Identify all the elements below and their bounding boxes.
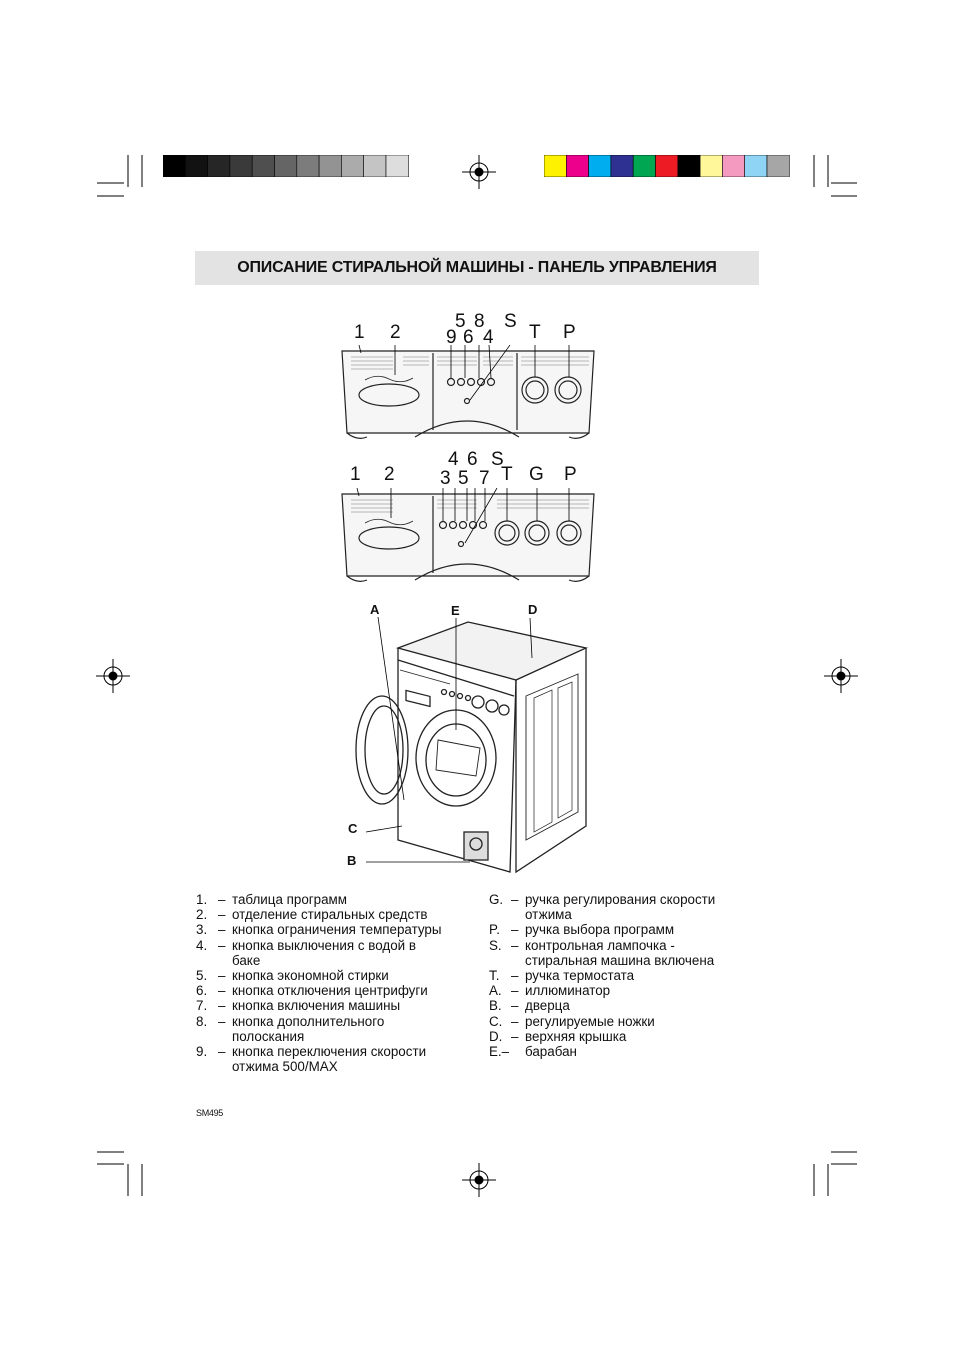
legend-item-dash: – [511, 937, 519, 953]
calibration-swatch [297, 155, 319, 177]
legend-item-dash: – [218, 1044, 226, 1060]
legend-item-dash: – [218, 983, 226, 999]
legend-item-number: C. [489, 1013, 503, 1029]
legend-item [489, 1014, 751, 1029]
calibration-swatch [163, 155, 185, 177]
legend-item-number: G. [489, 892, 504, 907]
document-code: SM495 [196, 1108, 224, 1118]
panel2-label: S [491, 449, 504, 470]
legend-item [196, 983, 478, 998]
legend-item-dash: – [218, 892, 226, 907]
legend-item-dash: – [511, 922, 519, 938]
registration-mark-top [462, 155, 496, 189]
panel1-label: P [563, 322, 576, 343]
legend-item [489, 938, 751, 968]
panel1-label: T [529, 322, 541, 343]
legend-item-dash: – [218, 937, 226, 953]
panel1-label: 9 [446, 327, 457, 348]
legend-item-text: барабан [525, 1044, 577, 1060]
calibration-swatch [745, 155, 767, 177]
legend-item-dash: – [511, 968, 519, 984]
legend-item-text: кнопка выключения с водой в баке [232, 937, 416, 968]
machine-label: C [348, 821, 358, 836]
legend-item [489, 983, 751, 998]
legend-item [489, 922, 751, 937]
legend-item-number: 2. [196, 907, 208, 923]
calibration-swatch [185, 155, 207, 177]
legend-item-number: S. [489, 937, 502, 953]
panel2-label: P [564, 464, 577, 485]
panel1-label: 2 [390, 322, 401, 343]
calibration-swatch [408, 155, 409, 177]
gray-calibration-bar [163, 155, 409, 177]
legend-item-number: T. [489, 968, 500, 984]
legend-item [489, 1029, 751, 1044]
legend-item-number: 4. [196, 937, 208, 953]
legend-item-number: P. [489, 922, 500, 938]
panel2-label: T [501, 464, 513, 485]
panel1-label: 1 [354, 322, 365, 343]
calibration-swatch [252, 155, 274, 177]
legend-item-dash [511, 1044, 525, 1059]
legend-item [196, 998, 478, 1013]
panel2-label: 3 [440, 468, 451, 489]
panel1-label: S [504, 311, 517, 332]
legend-item-text: ручка регулирования скорости отжима [525, 892, 716, 923]
panel2-label: 2 [384, 464, 395, 485]
calibration-swatch [544, 155, 566, 177]
control-panel-1-illustration [337, 345, 599, 445]
washing-machine-illustration [340, 600, 610, 890]
legend-item-dash: – [218, 922, 226, 938]
legend-item-number: 8. [196, 1013, 208, 1029]
legend-item [196, 907, 478, 922]
legend-item-text: кнопка ограничения температуры [232, 922, 442, 938]
legend-item [196, 922, 478, 937]
legend-left-list [196, 892, 478, 1074]
machine-label: E [451, 603, 460, 618]
legend-item-dash: – [218, 998, 226, 1014]
calibration-swatch [364, 155, 386, 177]
calibration-swatch [386, 155, 408, 177]
legend-item-number: 9. [196, 1044, 208, 1060]
calibration-swatch [678, 155, 700, 177]
registration-mark-left [96, 659, 130, 693]
legend-item [196, 1044, 478, 1074]
calibration-swatch [722, 155, 744, 177]
legend-item-dash: – [511, 892, 519, 907]
legend-item-text: ручка выбора программ [525, 922, 675, 938]
legend-item-text: кнопка дополнительного полоскания [232, 1013, 385, 1044]
legend-item-dash: – [218, 907, 226, 923]
legend-item-text: дверца [525, 998, 570, 1014]
panel1-label: 8 [474, 311, 485, 332]
calibration-swatch [275, 155, 297, 177]
calibration-swatch [589, 155, 611, 177]
panel1-label: 4 [483, 327, 494, 348]
legend-item-text: иллюминатор [525, 983, 611, 999]
legend-item-text: кнопка переключения скорости отжима 500/MAX [232, 1044, 427, 1075]
legend-item-number: 7. [196, 998, 208, 1014]
legend-item-number: 5. [196, 968, 208, 984]
legend-item-dash: – [218, 968, 226, 984]
legend-item-text: кнопка включения машины [232, 998, 401, 1014]
panel2-label: 4 [448, 449, 459, 470]
legend-item [196, 892, 478, 907]
legend-item-number: A. [489, 983, 502, 999]
color-calibration-bar [544, 155, 790, 177]
legend-item [196, 938, 478, 968]
legend-item [196, 968, 478, 983]
legend-item-dash: – [218, 1013, 226, 1029]
legend-item-dash: – [511, 1013, 519, 1029]
calibration-swatch [633, 155, 655, 177]
control-panel-2-illustration [337, 488, 599, 588]
legend-item-number: 6. [196, 983, 208, 999]
legend-right-list [489, 892, 751, 1059]
legend-item-number: D. [489, 1028, 503, 1044]
panel2-label: 7 [479, 468, 490, 489]
calibration-swatch [319, 155, 341, 177]
legend-item-text: кнопка отключения центрифуги [232, 983, 428, 999]
legend-item-text: таблица программ [232, 892, 347, 907]
legend-item-dash: – [511, 998, 519, 1014]
legend-item-number: B. [489, 998, 502, 1014]
legend-item [489, 1044, 751, 1059]
legend-item [489, 892, 751, 922]
panel2-label: 1 [350, 464, 361, 485]
machine-label: A [370, 602, 380, 617]
calibration-swatch [208, 155, 230, 177]
legend-item-number: 3. [196, 922, 208, 938]
legend-item [196, 1014, 478, 1044]
panel1-label: 5 [455, 311, 466, 332]
legend-item [489, 998, 751, 1013]
legend-item-text: кнопка экономной стирки [232, 968, 389, 984]
page-title: ОПИСАНИЕ СТИРАЛЬНОЙ МАШИНЫ - ПАНЕЛЬ УПРАВЛЕНИЯ [237, 259, 717, 276]
calibration-swatch [230, 155, 252, 177]
page-title-bar [195, 251, 759, 285]
registration-mark-bottom [462, 1163, 496, 1197]
legend-item-dash: – [511, 1028, 519, 1044]
panel2-label: 6 [467, 449, 478, 470]
legend-item-text: контрольная лампочка - стиральная машина включена [525, 937, 715, 968]
machine-label: B [347, 853, 357, 868]
calibration-swatch [341, 155, 363, 177]
legend-item-text: ручка термостата [525, 968, 635, 984]
panel2-label: 5 [458, 468, 469, 489]
legend-item-number: 1. [196, 892, 208, 907]
registration-mark-right [824, 659, 858, 693]
calibration-swatch [656, 155, 678, 177]
panel1-label: 6 [463, 327, 474, 348]
legend-item-text: регулируемые ножки [525, 1013, 655, 1029]
calibration-swatch [611, 155, 633, 177]
legend-item-number: E.– [489, 1044, 510, 1060]
legend-item [489, 968, 751, 983]
calibration-swatch [767, 155, 789, 177]
legend-item-dash: – [511, 983, 519, 999]
calibration-swatch [700, 155, 722, 177]
legend-item-text: верхняя крышка [525, 1028, 627, 1044]
legend-item-text: отделение стиральных средств [232, 907, 428, 923]
calibration-swatch [566, 155, 588, 177]
panel2-label: G [529, 464, 544, 485]
machine-label: D [528, 602, 538, 617]
